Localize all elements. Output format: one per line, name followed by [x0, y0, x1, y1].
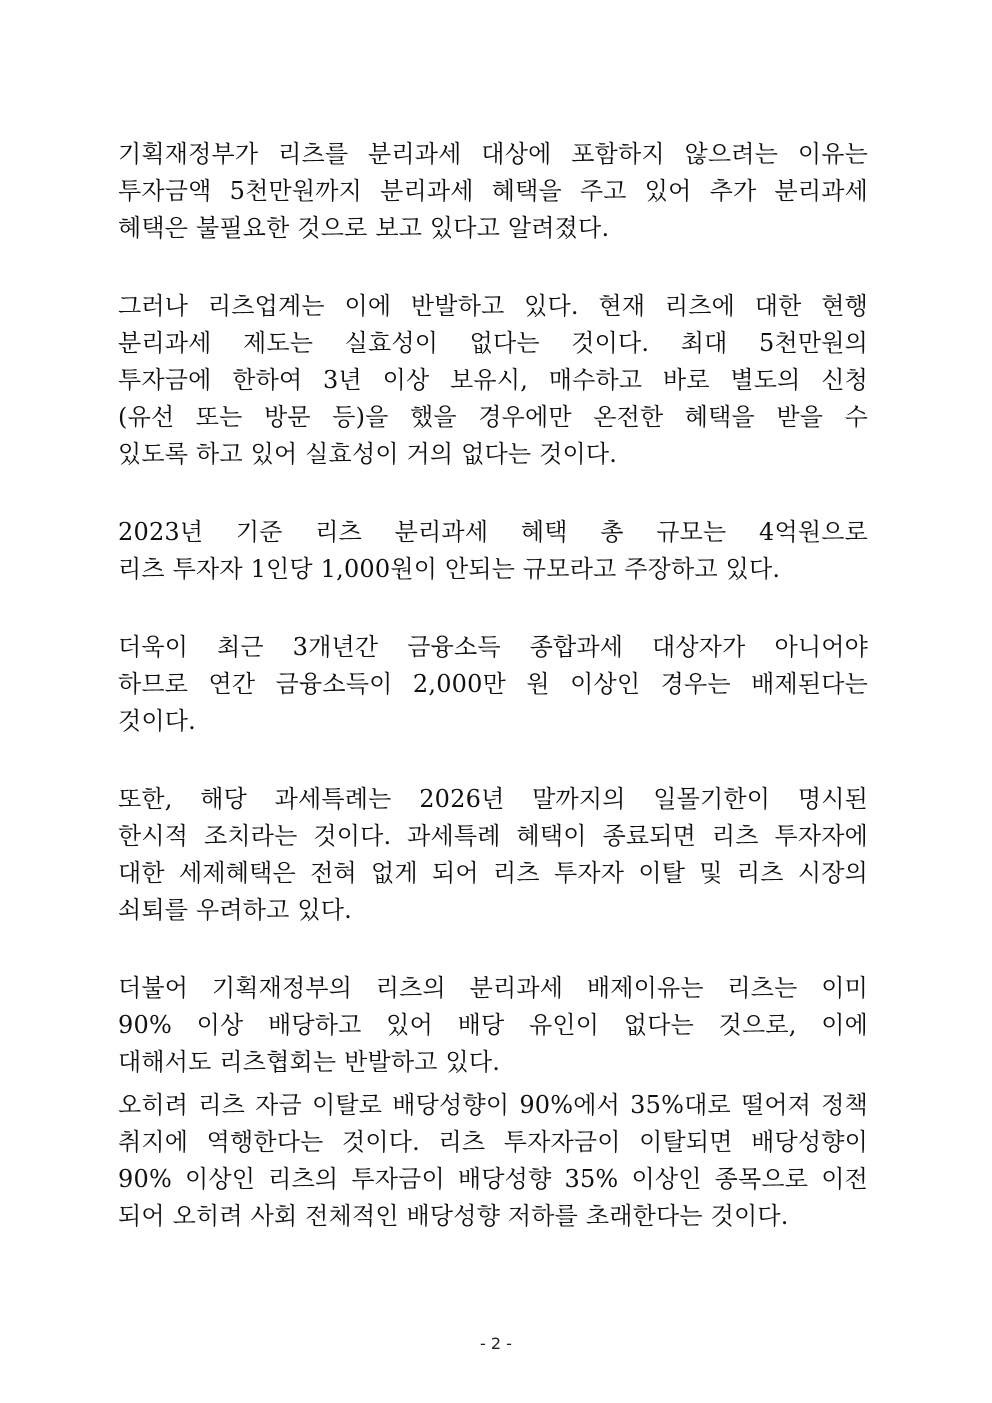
text-line: 하므로 연간 금융소득이 2,000만 원 이상인 경우는 배제된다는 [118, 670, 868, 698]
text-line: 쇠퇴를 우려하고 있다. [118, 896, 352, 924]
text-line: 2023년 기준 리츠 분리과세 혜택 총 규모는 4억원으로 [118, 518, 868, 546]
paragraph-4 [118, 629, 868, 740]
text-line: 것이다. [118, 707, 196, 735]
text-line: 있도록 하고 있어 실효성이 거의 없다는 것이다. [118, 440, 618, 468]
paragraph-2 [118, 288, 868, 473]
text-line: 취지에 역행한다는 것이다. 리츠 투자자금이 이탈되면 배당성향이 [118, 1128, 868, 1156]
text-line: 분리과세 제도는 실효성이 없다는 것이다. 최대 5천만원의 [118, 329, 868, 357]
paragraph-1 [118, 136, 868, 247]
paragraph-gap [118, 929, 868, 970]
text-line: 대한 세제혜택은 전혀 없게 되어 리츠 투자자 이탈 및 리츠 시장의 [118, 859, 868, 887]
text-line: (유선 또는 방문 등)을 했을 경우에만 온전한 혜택을 받을 수 [118, 403, 868, 431]
text-line: 대해서도 리츠협회는 반발하고 있다. [118, 1048, 501, 1076]
paragraph-6 [118, 970, 868, 1081]
text-line: 투자금액 5천만원까지 분리과세 혜택을 주고 있어 추가 분리과세 [118, 177, 868, 205]
text-line: 90% 이상 배당하고 있어 배당 유인이 없다는 것으로, 이에 [118, 1011, 868, 1039]
paragraph-gap [118, 473, 868, 514]
text-line: 그러나 리츠업계는 이에 반발하고 있다. 현재 리츠에 대한 현행 [118, 292, 868, 320]
text-line: 더욱이 최근 3개년간 금융소득 종합과세 대상자가 아니어야 [118, 633, 868, 661]
paragraph-7 [118, 1087, 868, 1235]
text-line: 더불어 기획재정부의 리츠의 분리과세 배제이유는 리츠는 이미 [118, 974, 868, 1002]
body-text [118, 136, 868, 1235]
text-line: 오히려 리츠 자금 이탈로 배당성향이 90%에서 35%대로 떨어져 정책 [118, 1091, 868, 1119]
page-number: - 2 - [480, 1334, 512, 1353]
paragraph-3 [118, 514, 868, 588]
text-line: 기획재정부가 리츠를 분리과세 대상에 포함하지 않으려는 이유는 [118, 140, 868, 168]
text-line: 90% 이상인 리츠의 투자금이 배당성향 35% 이상인 종목으로 이전 [118, 1165, 868, 1193]
text-line: 리츠 투자자 1인당 1,000원이 안되는 규모라고 주장하고 있다. [118, 555, 781, 583]
text-line: 한시적 조치라는 것이다. 과세특례 혜택이 종료되면 리츠 투자자에 [118, 822, 868, 850]
text-line: 투자금에 한하여 3년 이상 보유시, 매수하고 바로 별도의 신청 [118, 366, 868, 394]
paragraph-gap [118, 740, 868, 781]
text-line: 또한, 해당 과세특례는 2026년 말까지의 일몰기한이 명시된 [118, 785, 868, 813]
paragraph-gap [118, 588, 868, 629]
text-line: 혜택은 불필요한 것으로 보고 있다고 알려졌다. [118, 214, 610, 242]
paragraph-5 [118, 781, 868, 929]
paragraph-gap [118, 247, 868, 288]
text-line: 되어 오히려 사회 전체적인 배당성향 저하를 초래한다는 것이다. [118, 1202, 789, 1230]
